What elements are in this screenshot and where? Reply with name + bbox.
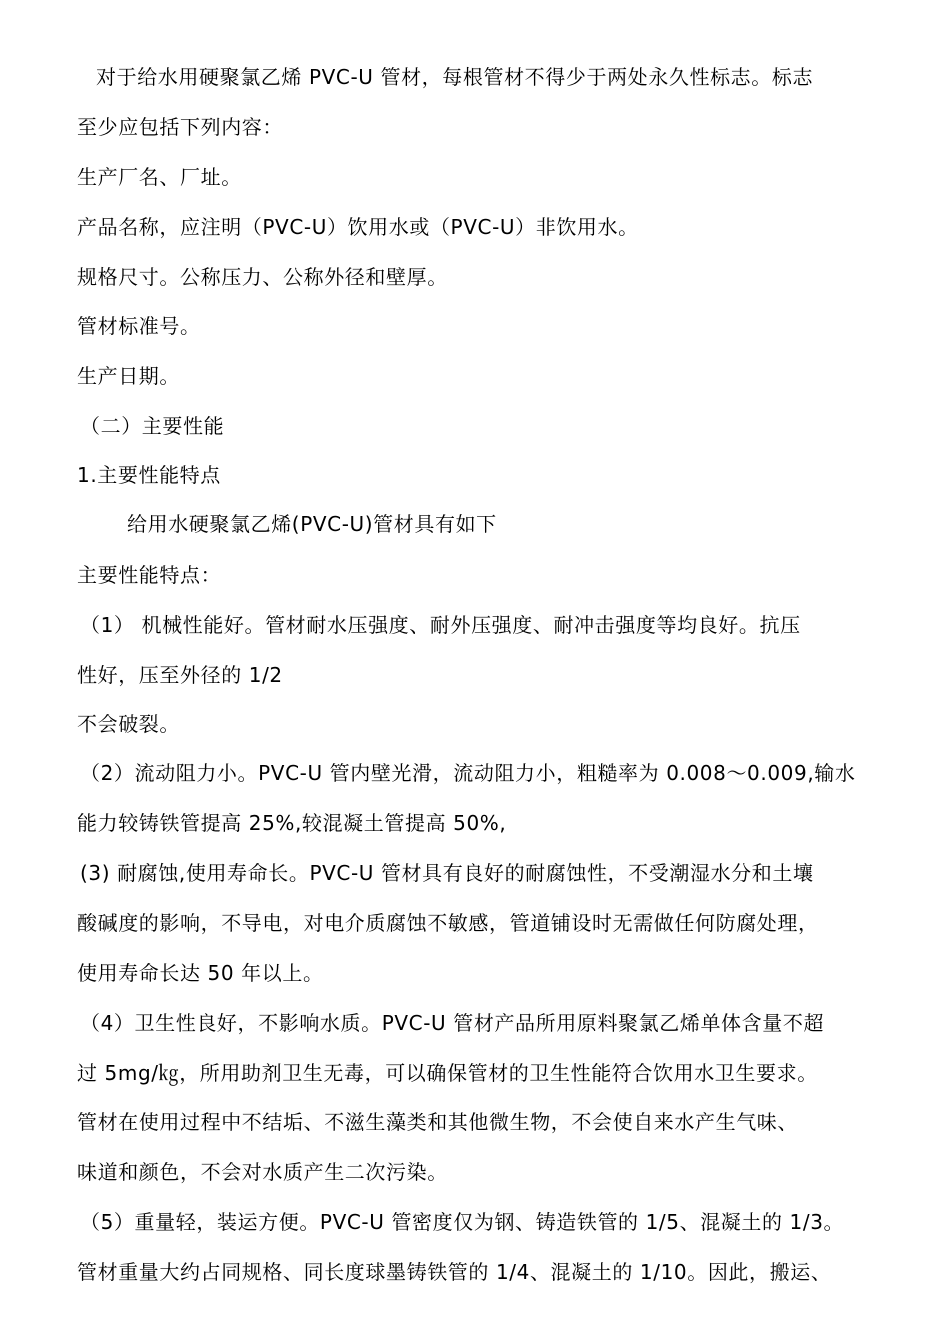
paragraph-line: 过 5mg/㎏，所用助剂卫生无毒，可以确保管材的卫生性能符合饮用水卫生要求。 bbox=[77, 1061, 818, 1085]
paragraph-line: 酸碱度的影响，不导电，对电介质腐蚀不敏感，管道铺设时无需做任何防腐处理， bbox=[77, 911, 819, 935]
paragraph-line: 能力较铸铁管提高 25%,较混凝土管提高 50%, bbox=[77, 811, 507, 835]
paragraph-line: 味道和颜色，不会对水质产生二次污染。 bbox=[77, 1160, 448, 1184]
paragraph-line: 管材在使用过程中不结垢、不滋生藻类和其他微生物，不会使自来水产生气味、 bbox=[77, 1110, 798, 1134]
paragraph-line: 使用寿命长达 50 年以上。 bbox=[77, 961, 324, 985]
paragraph-line: 性好，压至外径的 1/2 bbox=[77, 663, 283, 687]
paragraph-line: 主要性能特点： bbox=[77, 563, 222, 587]
subsection-heading: 1.主要性能特点 bbox=[77, 463, 221, 487]
list-item: 规格尺寸。公称压力、公称外径和壁厚。 bbox=[77, 265, 448, 289]
paragraph-line: （4）卫生性良好，不影响水质。PVC-U 管材产品所用原料聚氯乙烯单体含量不超 bbox=[80, 1011, 825, 1035]
paragraph-line: 管材重量大约占同规格、同长度球墨铸铁管的 1/4、混凝土的 1/10。因此，搬运、 bbox=[77, 1260, 832, 1284]
paragraph-line: 对于给水用硬聚氯乙烯 PVC-U 管材，每根管材不得少于两处永久性标志。标志 bbox=[96, 65, 814, 89]
paragraph-line: 不会破裂。 bbox=[77, 712, 180, 736]
paragraph-line: （2）流动阻力小。PVC-U 管内壁光滑，流动阻力小，粗糙率为 0.008～0.009,输水 bbox=[80, 761, 856, 785]
section-heading: （二）主要性能 bbox=[80, 414, 225, 438]
paragraph-line: （5）重量轻，装运方便。PVC-U 管密度仅为钢、铸造铁管的 1/5、混凝土的 1/3。 bbox=[80, 1210, 845, 1234]
list-item: 产品名称，应注明（PVC-U）饮用水或（PVC-U）非饮用水。 bbox=[77, 215, 639, 239]
list-item: 管材标准号。 bbox=[77, 314, 201, 338]
list-item: 生产厂名、厂址。 bbox=[77, 165, 242, 189]
paragraph-line: 给用水硬聚氯乙烯(PVC-U)管材具有如下 bbox=[127, 512, 497, 536]
paragraph-line: (3) 耐腐蚀,使用寿命长。PVC-U 管材具有良好的耐腐蚀性，不受潮湿水分和土壤 bbox=[80, 861, 814, 885]
list-item: 生产日期。 bbox=[77, 364, 180, 388]
paragraph-line: （1） 机械性能好。管材耐水压强度、耐外压强度、耐冲击强度等均良好。抗压 bbox=[80, 613, 801, 637]
paragraph-line: 至少应包括下列内容： bbox=[77, 115, 283, 139]
